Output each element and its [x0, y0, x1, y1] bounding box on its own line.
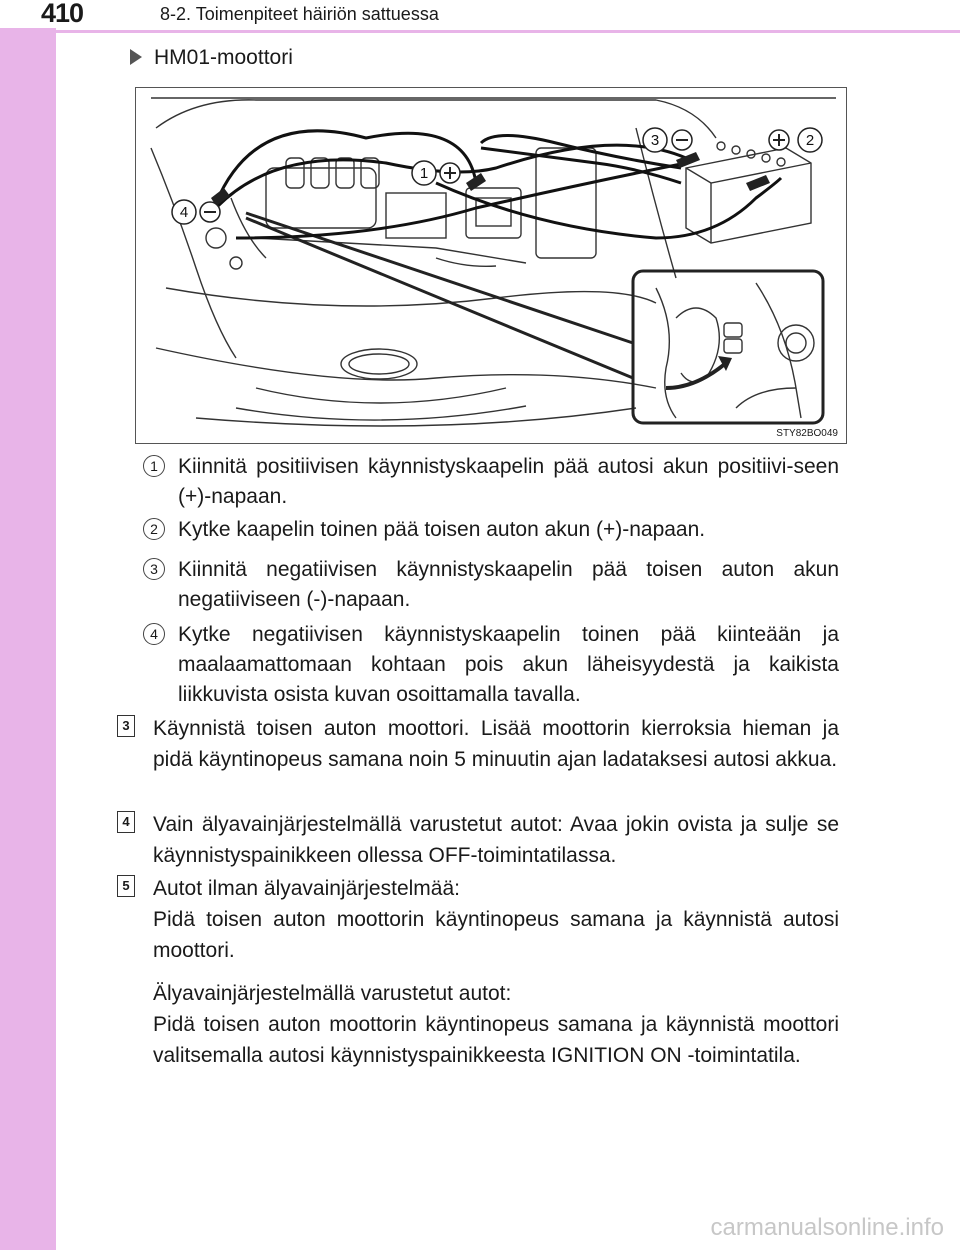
sub-step-text: Kytke negatiivisen käynnistyskaapelin toinen pää kiinteään ja maalaamattomaan kohtaan pois akun läheisyydestä ja kaikista liikkuvista osista kuvan osoittamalla tavalla. [178, 623, 839, 706]
step-paragraph: Älyavainjärjestelmällä varustetut autot: [153, 982, 512, 1005]
step-paragraph: Autot ilman älyavainjärjestelmää: [153, 877, 460, 900]
step-text [153, 713, 839, 775]
figure-code: STY82BO049 [776, 428, 838, 439]
page-number: 410 [0, 0, 124, 28]
subheading [130, 46, 293, 70]
step-number: 5 [117, 875, 135, 897]
main-step [117, 713, 839, 775]
header-rule [56, 30, 960, 33]
step-paragraph: Pidä toisen auton moottorin käyntinopeus samana ja käynnistä moottori valitsemalla autosi käynnistyspainikkeesta IGNITION ON -toimintatila. [153, 1013, 839, 1067]
triangle-bullet-icon [130, 49, 142, 65]
step-number: 3 [117, 715, 135, 737]
sub-step-number: 2 [143, 518, 165, 540]
step-text [153, 809, 839, 871]
watermark: carmanualsonline.info [710, 1214, 944, 1241]
engine-bay-drawing [136, 88, 846, 443]
step-paragraph: Käynnistä toisen auton moottori. Lisää moottorin kierroksia hieman ja pidä käyntinopeus samana noin 5 minuutin ajan ladataksesi autosi akkua. [153, 717, 839, 771]
side-tab [0, 0, 56, 1250]
sub-step-text: Kiinnitä negatiivisen käynnistyskaapelin pää toisen auton akun negatiiviseen (-)-napaan. [178, 558, 839, 611]
sub-step [143, 515, 839, 545]
subheading-text: HM01-moottori [154, 46, 293, 69]
sub-step [143, 452, 839, 512]
callout-2: 2 [805, 132, 815, 149]
callout-3: 3 [650, 132, 660, 149]
sub-step-number: 1 [143, 455, 165, 477]
sub-step-text: Kytke kaapelin toinen pää toisen auton akun (+)-napaan. [178, 518, 706, 541]
sub-step-text: Kiinnitä positiivisen käynnistyskaapelin pää autosi akun positiivi-seen (+)-napaan. [178, 455, 839, 508]
step-number: 4 [117, 811, 135, 833]
engine-illustration [135, 87, 847, 444]
callout-4: 4 [179, 204, 189, 221]
main-step [117, 873, 839, 1071]
sub-step-number: 4 [143, 623, 165, 645]
main-step [117, 809, 839, 871]
sub-step-number: 3 [143, 558, 165, 580]
sub-step [143, 620, 839, 710]
section-title: 8-2. Toimenpiteet häiriön sattuessa [160, 4, 439, 24]
step-text [153, 873, 839, 1071]
sub-step [143, 555, 839, 615]
step-paragraph: Pidä toisen auton moottorin käyntinopeus samana ja käynnistä autosi moottori. [153, 908, 839, 962]
callout-1: 1 [419, 165, 429, 182]
step-paragraph: Vain älyavainjärjestelmällä varustetut autot: Avaa jokin ovista ja sulje se käynnistyspainikkeen ollessa OFF-toimintatilassa. [153, 813, 839, 867]
